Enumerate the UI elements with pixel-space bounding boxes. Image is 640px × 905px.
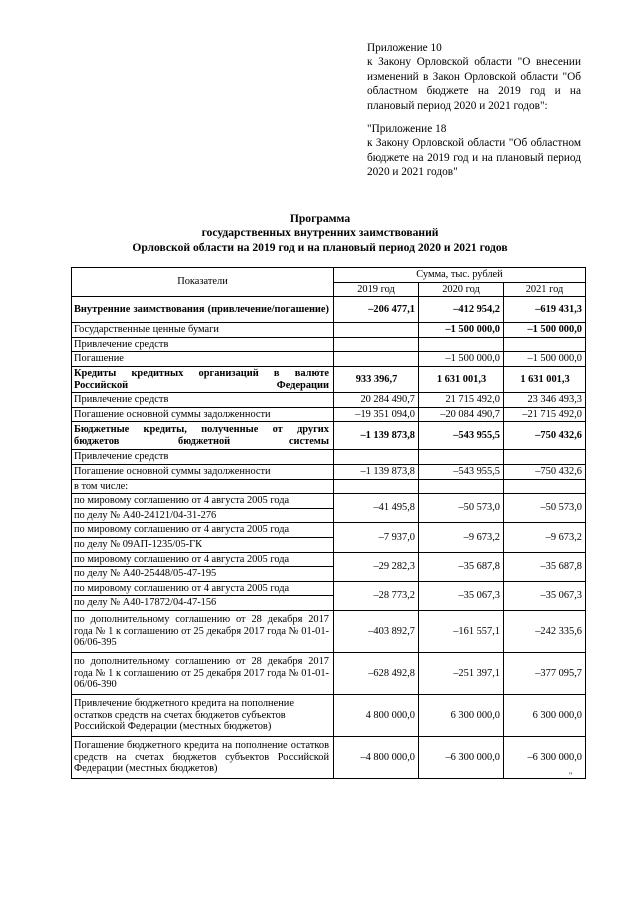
row-label: Привлечение средств <box>72 450 334 465</box>
value-2020: –35 687,8 <box>419 552 504 581</box>
row-label: по мировому соглашению от 4 августа 2005 года <box>72 523 334 538</box>
appendix-10-text: к Закону Орловской области "О внесении изменений в Закон Орловской области "Об областном бюджете на 2019 год и на плановый период 2020 и 2021 годов": <box>367 56 581 112</box>
title-line-3: Орловской области на 2019 год и на плановый период 2020 и 2021 годов <box>132 240 508 254</box>
row-label: Кредиты кредитных организаций в валюте Российской Федерации <box>72 366 334 392</box>
table-row <box>72 552 586 567</box>
row-label: по делу № 09АП-1235/05-ГК <box>72 537 334 552</box>
value-2019 <box>334 479 419 494</box>
value-2019 <box>334 323 419 338</box>
value-2020: –543 955,5 <box>419 464 504 479</box>
table-row <box>72 464 586 479</box>
value-2019: –4 800 000,0 <box>334 736 419 778</box>
value-2021 <box>504 450 586 465</box>
row-label: Погашение основной суммы задолженности <box>72 464 334 479</box>
table-row <box>72 494 586 509</box>
law-reference-block <box>367 41 581 180</box>
value-2020 <box>419 479 504 494</box>
row-label: Погашение бюджетного кредита на пополнение остатков средств на счетах бюджетов субъектов Российской Федерации (местных бюджетов) <box>72 736 334 778</box>
value-2019 <box>334 352 419 367</box>
value-2020 <box>419 450 504 465</box>
value-2020: 1 631 001,3 <box>419 366 504 392</box>
value-2020: –50 573,0 <box>419 494 504 523</box>
value-2019: –29 282,3 <box>334 552 419 581</box>
value-2021 <box>504 337 586 352</box>
table-row <box>72 581 586 596</box>
row-label: по делу № А40-17872/04-47-156 <box>72 596 334 611</box>
table-row <box>72 366 586 392</box>
table-row <box>72 323 586 338</box>
value-2021: 6 300 000,0 <box>504 694 586 736</box>
table-row <box>72 297 586 323</box>
header-year-2020: 2020 год <box>419 282 504 297</box>
value-2021: –50 573,0 <box>504 494 586 523</box>
value-2021: –35 687,8 <box>504 552 586 581</box>
value-2019: –19 351 094,0 <box>334 407 419 422</box>
table-row <box>72 393 586 408</box>
closing-quote-mark: " <box>569 771 573 780</box>
table-row <box>72 479 586 494</box>
table-row <box>72 610 586 652</box>
value-2019: 933 396,7 <box>334 366 419 392</box>
row-label: Внутренние заимствования (привлечение/погашение) <box>72 297 334 323</box>
value-2021 <box>504 479 586 494</box>
value-2021: –35 067,3 <box>504 581 586 610</box>
value-2020: –412 954,2 <box>419 297 504 323</box>
value-2020: –543 955,5 <box>419 422 504 450</box>
value-2021: –750 432,6 <box>504 422 586 450</box>
row-label: по дополнительному соглашению от 28 декабря 2017 года № 1 к соглашению от 25 декабря 2017 года № 01-01-06/06-390 <box>72 652 334 694</box>
value-2021: –21 715 492,0 <box>504 407 586 422</box>
value-2019: –403 892,7 <box>334 610 419 652</box>
value-2019: –1 139 873,8 <box>334 464 419 479</box>
value-2020: –161 557,1 <box>419 610 504 652</box>
row-label: в том числе: <box>72 479 334 494</box>
value-2019: –1 139 873,8 <box>334 422 419 450</box>
value-2021: –377 095,7 <box>504 652 586 694</box>
value-2019: –41 495,8 <box>334 494 419 523</box>
header-sum: Сумма, тыс. рублей <box>334 268 586 283</box>
table-row <box>72 352 586 367</box>
value-2020: –20 084 490,7 <box>419 407 504 422</box>
value-2021: –1 500 000,0 <box>504 323 586 338</box>
value-2019: 20 284 490,7 <box>334 393 419 408</box>
value-2021: –1 500 000,0 <box>504 352 586 367</box>
value-2019: –7 937,0 <box>334 523 419 552</box>
row-label: Привлечение бюджетного кредита на пополнение остатков средств на счетах бюджетов субъектов Российской Федерации (местных бюджетов) <box>72 694 334 736</box>
value-2019: 4 800 000,0 <box>334 694 419 736</box>
row-label: Погашение <box>72 352 334 367</box>
row-label: по дополнительному соглашению от 28 декабря 2017 года № 1 к соглашению от 25 декабря 2017 года № 01-01-06/06-395 <box>72 610 334 652</box>
value-2019 <box>334 337 419 352</box>
row-label: Бюджетные кредиты, полученные от других бюджетов бюджетной системы <box>72 422 334 450</box>
value-2021: –6 300 000,0 <box>504 736 586 778</box>
row-label: Привлечение средств <box>72 393 334 408</box>
value-2021: 1 631 001,3 <box>504 366 586 392</box>
value-2020: –1 500 000,0 <box>419 352 504 367</box>
table-row <box>72 422 586 450</box>
value-2020: 6 300 000,0 <box>419 694 504 736</box>
table-row <box>72 652 586 694</box>
value-2019: –628 492,8 <box>334 652 419 694</box>
value-2021: –619 431,3 <box>504 297 586 323</box>
borrowing-program-table <box>71 267 586 779</box>
value-2020: –251 397,1 <box>419 652 504 694</box>
title-line-2: государственных внутренних заимствований <box>201 226 439 240</box>
value-2019: –206 477,1 <box>334 297 419 323</box>
header-year-2021: 2021 год <box>504 282 586 297</box>
header-indicators: Показатели <box>72 268 334 297</box>
table-row <box>72 523 586 538</box>
appendix-10-label: Приложение 10 <box>367 42 442 54</box>
table-row <box>72 407 586 422</box>
value-2020 <box>419 337 504 352</box>
value-2019: –28 773,2 <box>334 581 419 610</box>
row-label: Государственные ценные бумаги <box>72 323 334 338</box>
value-2020: –1 500 000,0 <box>419 323 504 338</box>
table-row <box>72 694 586 736</box>
title-line-1: Программа <box>289 212 351 225</box>
value-2021: –9 673,2 <box>504 523 586 552</box>
table-row <box>72 736 586 778</box>
value-2021: –750 432,6 <box>504 464 586 479</box>
row-label: по мировому соглашению от 4 августа 2005 года <box>72 552 334 567</box>
value-2021: 23 346 493,3 <box>504 393 586 408</box>
table-row <box>72 450 586 465</box>
row-label: Погашение основной суммы задолженности <box>72 407 334 422</box>
value-2020: –6 300 000,0 <box>419 736 504 778</box>
value-2019 <box>334 450 419 465</box>
table-row <box>72 337 586 352</box>
row-label: по делу № А40-24121/04-31-276 <box>72 508 334 523</box>
appendix-18-text: к Закону Орловской области "Об областном бюджете на 2019 год и на плановый период 2020 и 2021 годов" <box>367 137 581 179</box>
value-2021: –242 335,6 <box>504 610 586 652</box>
value-2020: –35 067,3 <box>419 581 504 610</box>
header-year-2019: 2019 год <box>334 282 419 297</box>
value-2020: –9 673,2 <box>419 523 504 552</box>
document-title <box>0 212 640 255</box>
value-2020: 21 715 492,0 <box>419 393 504 408</box>
row-label: по делу № А40-25448/05-47-195 <box>72 567 334 582</box>
row-label: по мировому соглашению от 4 августа 2005 года <box>72 581 334 596</box>
row-label: Привлечение средств <box>72 337 334 352</box>
appendix-18-label: "Приложение 18 <box>367 123 447 136</box>
row-label: по мировому соглашению от 4 августа 2005 года <box>72 494 334 509</box>
